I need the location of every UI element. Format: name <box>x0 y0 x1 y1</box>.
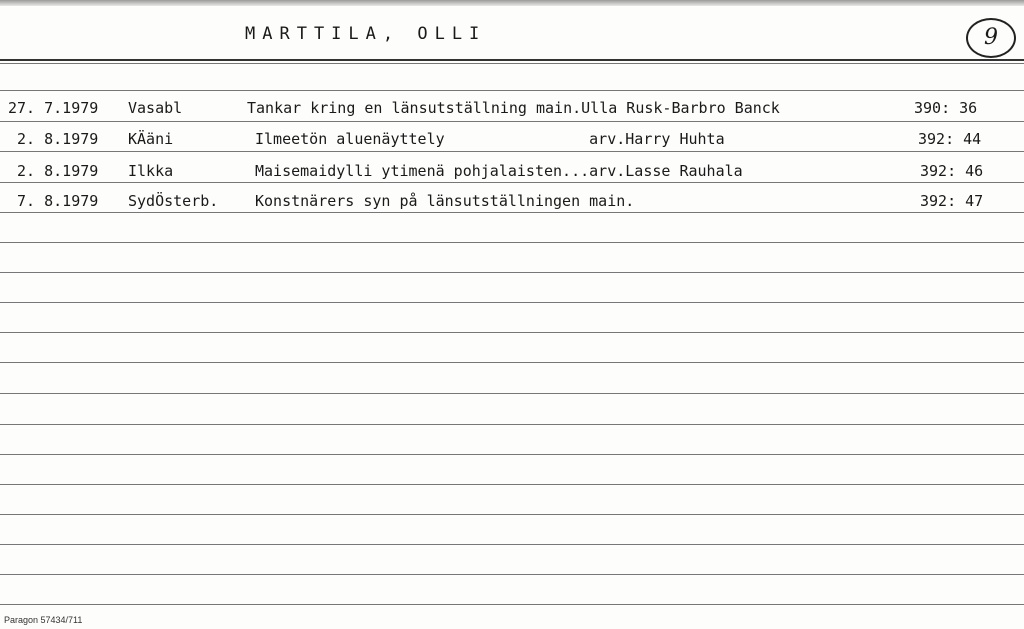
footer-print-code: Paragon 57434/711 <box>4 615 83 625</box>
ruled-line <box>0 121 1024 122</box>
ruled-line <box>0 90 1024 91</box>
entry-date: 2. 8.1979 <box>8 130 99 148</box>
entry-source: Ilkka <box>128 162 174 180</box>
entry-row <box>0 99 1024 123</box>
header-rule <box>0 59 1024 61</box>
ruled-line <box>0 604 1024 605</box>
ruled-line <box>0 362 1024 363</box>
entry-title: Maisemaidylli ytimenä pohjalaisten...arv.Lasse Rauhala <box>255 162 743 180</box>
header-rule-secondary <box>0 63 1024 64</box>
ruled-line <box>0 574 1024 575</box>
entry-source: Vasabl <box>128 99 183 117</box>
entry-ref: 392: 44 <box>918 130 982 148</box>
ruled-line <box>0 424 1024 425</box>
entry-ref: 390: 36 <box>914 99 978 117</box>
ruled-line <box>0 484 1024 485</box>
card-heading-name: MARTTILA, OLLI <box>245 24 487 44</box>
ruled-line <box>0 454 1024 455</box>
entry-ref: 392: 47 <box>920 192 984 210</box>
ruled-line <box>0 393 1024 394</box>
ruled-line <box>0 272 1024 273</box>
ruled-line <box>0 302 1024 303</box>
entry-date: 2. 8.1979 <box>8 162 99 180</box>
ruled-line <box>0 212 1024 213</box>
entry-date: 7. 8.1979 <box>8 192 99 210</box>
card-number: 9 <box>966 18 1016 58</box>
entry-source: SydÖsterb. <box>128 192 219 210</box>
ruled-line <box>0 332 1024 333</box>
card-top-edge <box>0 0 1024 6</box>
ruled-line <box>0 182 1024 183</box>
entry-title: Ilmeetön aluenäyttely arv.Harry Huhta <box>255 130 725 148</box>
entry-source: KÄäni <box>128 130 174 148</box>
ruled-line <box>0 151 1024 152</box>
ruled-line <box>0 242 1024 243</box>
entry-title: Tankar kring en länsutställning main.Ulla Rusk-Barbro Banck <box>247 99 780 117</box>
entry-date: 27. 7.1979 <box>8 99 99 117</box>
entry-title: Konstnärers syn på länsutställningen main. <box>255 192 635 210</box>
ruled-line <box>0 514 1024 515</box>
ruled-line <box>0 544 1024 545</box>
entry-ref: 392: 46 <box>920 162 984 180</box>
